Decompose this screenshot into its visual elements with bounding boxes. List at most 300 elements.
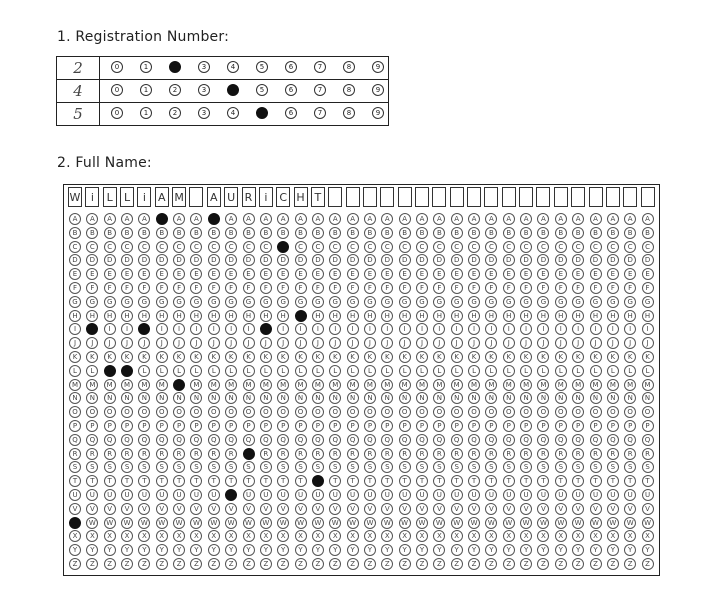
name-bubble-e[interactable]: E bbox=[295, 268, 307, 280]
name-bubble-p[interactable]: P bbox=[156, 420, 168, 432]
name-letter-box[interactable] bbox=[346, 187, 360, 207]
name-bubble-z[interactable]: Z bbox=[86, 558, 98, 570]
name-bubble-u[interactable]: U bbox=[260, 489, 272, 501]
name-bubble-n[interactable]: N bbox=[503, 392, 515, 404]
name-bubble-c[interactable]: C bbox=[624, 241, 636, 253]
name-letter-box[interactable] bbox=[432, 187, 446, 207]
name-bubble-u[interactable]: U bbox=[121, 489, 133, 501]
name-bubble-u[interactable]: U bbox=[190, 489, 202, 501]
name-bubble-z[interactable]: Z bbox=[607, 558, 619, 570]
name-bubble-q[interactable]: Q bbox=[537, 434, 549, 446]
name-bubble-i[interactable]: I bbox=[416, 323, 428, 335]
name-bubble-w[interactable]: W bbox=[624, 517, 636, 529]
name-bubble-p[interactable]: P bbox=[295, 420, 307, 432]
name-bubble-d[interactable]: D bbox=[607, 254, 619, 266]
name-bubble-z[interactable]: Z bbox=[381, 558, 393, 570]
name-bubble-g[interactable]: G bbox=[312, 296, 324, 308]
registration-bubble-0[interactable]: 0 bbox=[111, 84, 123, 96]
name-bubble-p[interactable]: P bbox=[537, 420, 549, 432]
name-bubble-u[interactable]: U bbox=[468, 489, 480, 501]
name-bubble-n[interactable]: N bbox=[208, 392, 220, 404]
name-bubble-l[interactable]: L bbox=[208, 365, 220, 377]
name-bubble-f[interactable]: F bbox=[399, 282, 411, 294]
name-bubble-q[interactable]: Q bbox=[381, 434, 393, 446]
name-letter-box[interactable] bbox=[467, 187, 481, 207]
name-bubble-y[interactable]: Y bbox=[277, 544, 289, 556]
name-bubble-f[interactable]: F bbox=[156, 282, 168, 294]
name-bubble-b[interactable]: B bbox=[347, 227, 359, 239]
registration-bubble-8[interactable]: 8 bbox=[343, 84, 355, 96]
name-bubble-j[interactable]: J bbox=[138, 337, 150, 349]
name-bubble-p[interactable]: P bbox=[624, 420, 636, 432]
name-bubble-z[interactable]: Z bbox=[312, 558, 324, 570]
name-letter-box[interactable] bbox=[189, 187, 203, 207]
name-bubble-i[interactable]: I bbox=[69, 323, 81, 335]
name-bubble-p[interactable]: P bbox=[381, 420, 393, 432]
name-bubble-f[interactable]: F bbox=[607, 282, 619, 294]
name-bubble-w[interactable]: W bbox=[364, 517, 376, 529]
name-bubble-v[interactable]: V bbox=[260, 503, 272, 515]
name-bubble-m[interactable]: M bbox=[277, 379, 289, 391]
name-bubble-n[interactable]: N bbox=[190, 392, 202, 404]
name-bubble-f[interactable]: F bbox=[69, 282, 81, 294]
name-bubble-o[interactable]: O bbox=[295, 406, 307, 418]
name-bubble-k[interactable]: K bbox=[555, 351, 567, 363]
name-bubble-k[interactable]: K bbox=[121, 351, 133, 363]
name-bubble-z[interactable]: Z bbox=[364, 558, 376, 570]
name-bubble-i[interactable]: I bbox=[260, 323, 272, 335]
name-bubble-p[interactable]: P bbox=[312, 420, 324, 432]
name-bubble-s[interactable]: S bbox=[642, 461, 654, 473]
name-bubble-r[interactable]: R bbox=[451, 448, 463, 460]
registration-bubble-9[interactable]: 9 bbox=[372, 61, 384, 73]
name-bubble-m[interactable]: M bbox=[86, 379, 98, 391]
name-bubble-o[interactable]: O bbox=[537, 406, 549, 418]
name-bubble-u[interactable]: U bbox=[451, 489, 463, 501]
name-bubble-d[interactable]: D bbox=[225, 254, 237, 266]
name-bubble-z[interactable]: Z bbox=[173, 558, 185, 570]
name-bubble-h[interactable]: H bbox=[520, 310, 532, 322]
name-bubble-n[interactable]: N bbox=[104, 392, 116, 404]
name-bubble-s[interactable]: S bbox=[173, 461, 185, 473]
name-bubble-x[interactable]: X bbox=[243, 530, 255, 542]
registration-bubble-3[interactable]: 3 bbox=[198, 84, 210, 96]
name-bubble-v[interactable]: V bbox=[555, 503, 567, 515]
name-bubble-x[interactable]: X bbox=[642, 530, 654, 542]
name-bubble-h[interactable]: H bbox=[156, 310, 168, 322]
name-bubble-h[interactable]: H bbox=[399, 310, 411, 322]
name-bubble-x[interactable]: X bbox=[295, 530, 307, 542]
name-bubble-l[interactable]: L bbox=[156, 365, 168, 377]
name-bubble-j[interactable]: J bbox=[156, 337, 168, 349]
name-bubble-n[interactable]: N bbox=[295, 392, 307, 404]
name-bubble-u[interactable]: U bbox=[225, 489, 237, 501]
name-bubble-q[interactable]: Q bbox=[312, 434, 324, 446]
name-bubble-e[interactable]: E bbox=[537, 268, 549, 280]
name-bubble-u[interactable]: U bbox=[485, 489, 497, 501]
name-bubble-r[interactable]: R bbox=[208, 448, 220, 460]
name-bubble-v[interactable]: V bbox=[243, 503, 255, 515]
name-bubble-t[interactable]: T bbox=[624, 475, 636, 487]
name-bubble-u[interactable]: U bbox=[364, 489, 376, 501]
name-bubble-u[interactable]: U bbox=[104, 489, 116, 501]
name-bubble-l[interactable]: L bbox=[555, 365, 567, 377]
name-bubble-y[interactable]: Y bbox=[295, 544, 307, 556]
name-bubble-d[interactable]: D bbox=[347, 254, 359, 266]
name-bubble-m[interactable]: M bbox=[208, 379, 220, 391]
name-bubble-i[interactable]: I bbox=[590, 323, 602, 335]
name-bubble-j[interactable]: J bbox=[399, 337, 411, 349]
name-bubble-f[interactable]: F bbox=[277, 282, 289, 294]
name-letter-box[interactable]: T bbox=[311, 187, 325, 207]
name-bubble-m[interactable]: M bbox=[312, 379, 324, 391]
name-bubble-r[interactable]: R bbox=[503, 448, 515, 460]
name-bubble-w[interactable]: W bbox=[329, 517, 341, 529]
name-bubble-v[interactable]: V bbox=[69, 503, 81, 515]
name-bubble-n[interactable]: N bbox=[555, 392, 567, 404]
name-bubble-n[interactable]: N bbox=[537, 392, 549, 404]
name-bubble-h[interactable]: H bbox=[364, 310, 376, 322]
name-bubble-u[interactable]: U bbox=[86, 489, 98, 501]
name-bubble-i[interactable]: I bbox=[485, 323, 497, 335]
name-bubble-e[interactable]: E bbox=[381, 268, 393, 280]
name-bubble-o[interactable]: O bbox=[624, 406, 636, 418]
name-bubble-y[interactable]: Y bbox=[190, 544, 202, 556]
name-bubble-s[interactable]: S bbox=[364, 461, 376, 473]
name-bubble-c[interactable]: C bbox=[104, 241, 116, 253]
name-bubble-x[interactable]: X bbox=[329, 530, 341, 542]
name-bubble-d[interactable]: D bbox=[642, 254, 654, 266]
name-bubble-e[interactable]: E bbox=[416, 268, 428, 280]
name-bubble-d[interactable]: D bbox=[156, 254, 168, 266]
name-bubble-r[interactable]: R bbox=[173, 448, 185, 460]
name-bubble-s[interactable]: S bbox=[451, 461, 463, 473]
name-bubble-y[interactable]: Y bbox=[347, 544, 359, 556]
name-bubble-t[interactable]: T bbox=[433, 475, 445, 487]
name-bubble-i[interactable]: I bbox=[468, 323, 480, 335]
name-bubble-m[interactable]: M bbox=[104, 379, 116, 391]
name-bubble-v[interactable]: V bbox=[173, 503, 185, 515]
name-bubble-g[interactable]: G bbox=[537, 296, 549, 308]
name-bubble-l[interactable]: L bbox=[572, 365, 584, 377]
name-bubble-y[interactable]: Y bbox=[329, 544, 341, 556]
registration-bubble-0[interactable]: 0 bbox=[111, 107, 123, 119]
name-bubble-i[interactable]: I bbox=[642, 323, 654, 335]
name-bubble-x[interactable]: X bbox=[225, 530, 237, 542]
name-bubble-w[interactable]: W bbox=[642, 517, 654, 529]
name-bubble-z[interactable]: Z bbox=[138, 558, 150, 570]
name-bubble-z[interactable]: Z bbox=[555, 558, 567, 570]
name-bubble-l[interactable]: L bbox=[347, 365, 359, 377]
name-bubble-v[interactable]: V bbox=[537, 503, 549, 515]
name-bubble-i[interactable]: I bbox=[555, 323, 567, 335]
name-bubble-q[interactable]: Q bbox=[173, 434, 185, 446]
name-bubble-o[interactable]: O bbox=[225, 406, 237, 418]
name-bubble-d[interactable]: D bbox=[381, 254, 393, 266]
name-bubble-s[interactable]: S bbox=[277, 461, 289, 473]
name-bubble-d[interactable]: D bbox=[520, 254, 532, 266]
name-bubble-l[interactable]: L bbox=[225, 365, 237, 377]
name-bubble-g[interactable]: G bbox=[329, 296, 341, 308]
name-bubble-b[interactable]: B bbox=[433, 227, 445, 239]
name-bubble-f[interactable]: F bbox=[590, 282, 602, 294]
name-bubble-b[interactable]: B bbox=[156, 227, 168, 239]
name-bubble-u[interactable]: U bbox=[399, 489, 411, 501]
name-bubble-s[interactable]: S bbox=[468, 461, 480, 473]
name-bubble-r[interactable]: R bbox=[364, 448, 376, 460]
name-bubble-u[interactable]: U bbox=[312, 489, 324, 501]
name-bubble-b[interactable]: B bbox=[69, 227, 81, 239]
name-bubble-w[interactable]: W bbox=[607, 517, 619, 529]
name-bubble-g[interactable]: G bbox=[555, 296, 567, 308]
registration-bubble-2[interactable]: 2 bbox=[169, 107, 181, 119]
name-bubble-i[interactable]: I bbox=[347, 323, 359, 335]
name-bubble-y[interactable]: Y bbox=[433, 544, 445, 556]
name-bubble-d[interactable]: D bbox=[416, 254, 428, 266]
registration-bubble-5[interactable]: 5 bbox=[256, 61, 268, 73]
name-bubble-e[interactable]: E bbox=[243, 268, 255, 280]
name-bubble-j[interactable]: J bbox=[642, 337, 654, 349]
name-bubble-a[interactable]: A bbox=[208, 213, 220, 225]
name-bubble-v[interactable]: V bbox=[329, 503, 341, 515]
name-bubble-e[interactable]: E bbox=[485, 268, 497, 280]
name-bubble-n[interactable]: N bbox=[225, 392, 237, 404]
name-bubble-p[interactable]: P bbox=[416, 420, 428, 432]
name-bubble-o[interactable]: O bbox=[329, 406, 341, 418]
name-bubble-i[interactable]: I bbox=[364, 323, 376, 335]
name-bubble-s[interactable]: S bbox=[138, 461, 150, 473]
name-bubble-q[interactable]: Q bbox=[555, 434, 567, 446]
name-bubble-t[interactable]: T bbox=[451, 475, 463, 487]
name-bubble-g[interactable]: G bbox=[138, 296, 150, 308]
name-bubble-v[interactable]: V bbox=[607, 503, 619, 515]
name-bubble-h[interactable]: H bbox=[451, 310, 463, 322]
name-bubble-q[interactable]: Q bbox=[642, 434, 654, 446]
name-bubble-a[interactable]: A bbox=[364, 213, 376, 225]
name-bubble-l[interactable]: L bbox=[607, 365, 619, 377]
name-bubble-g[interactable]: G bbox=[208, 296, 220, 308]
name-bubble-q[interactable]: Q bbox=[364, 434, 376, 446]
name-bubble-a[interactable]: A bbox=[86, 213, 98, 225]
name-bubble-q[interactable]: Q bbox=[347, 434, 359, 446]
name-bubble-f[interactable]: F bbox=[312, 282, 324, 294]
name-bubble-c[interactable]: C bbox=[173, 241, 185, 253]
name-bubble-g[interactable]: G bbox=[277, 296, 289, 308]
name-bubble-w[interactable]: W bbox=[312, 517, 324, 529]
name-bubble-u[interactable]: U bbox=[572, 489, 584, 501]
name-bubble-d[interactable]: D bbox=[364, 254, 376, 266]
name-bubble-h[interactable]: H bbox=[485, 310, 497, 322]
name-bubble-g[interactable]: G bbox=[381, 296, 393, 308]
name-bubble-d[interactable]: D bbox=[295, 254, 307, 266]
name-letter-box[interactable] bbox=[502, 187, 516, 207]
name-bubble-j[interactable]: J bbox=[364, 337, 376, 349]
name-bubble-w[interactable]: W bbox=[520, 517, 532, 529]
name-bubble-j[interactable]: J bbox=[503, 337, 515, 349]
name-bubble-v[interactable]: V bbox=[295, 503, 307, 515]
name-bubble-y[interactable]: Y bbox=[416, 544, 428, 556]
name-bubble-b[interactable]: B bbox=[607, 227, 619, 239]
name-bubble-i[interactable]: I bbox=[121, 323, 133, 335]
name-bubble-e[interactable]: E bbox=[451, 268, 463, 280]
name-bubble-y[interactable]: Y bbox=[364, 544, 376, 556]
name-bubble-r[interactable]: R bbox=[329, 448, 341, 460]
name-bubble-s[interactable]: S bbox=[225, 461, 237, 473]
name-bubble-n[interactable]: N bbox=[156, 392, 168, 404]
name-bubble-v[interactable]: V bbox=[590, 503, 602, 515]
name-bubble-t[interactable]: T bbox=[104, 475, 116, 487]
name-bubble-l[interactable]: L bbox=[329, 365, 341, 377]
name-bubble-g[interactable]: G bbox=[86, 296, 98, 308]
name-bubble-j[interactable]: J bbox=[104, 337, 116, 349]
name-bubble-u[interactable]: U bbox=[607, 489, 619, 501]
name-bubble-b[interactable]: B bbox=[399, 227, 411, 239]
name-bubble-c[interactable]: C bbox=[520, 241, 532, 253]
name-bubble-t[interactable]: T bbox=[347, 475, 359, 487]
name-bubble-l[interactable]: L bbox=[173, 365, 185, 377]
name-bubble-n[interactable]: N bbox=[416, 392, 428, 404]
name-bubble-r[interactable]: R bbox=[537, 448, 549, 460]
name-bubble-r[interactable]: R bbox=[624, 448, 636, 460]
name-bubble-y[interactable]: Y bbox=[104, 544, 116, 556]
name-bubble-l[interactable]: L bbox=[468, 365, 480, 377]
name-bubble-w[interactable]: W bbox=[590, 517, 602, 529]
name-bubble-j[interactable]: J bbox=[260, 337, 272, 349]
name-bubble-p[interactable]: P bbox=[451, 420, 463, 432]
name-bubble-b[interactable]: B bbox=[190, 227, 202, 239]
name-bubble-p[interactable]: P bbox=[364, 420, 376, 432]
name-bubble-k[interactable]: K bbox=[451, 351, 463, 363]
name-bubble-x[interactable]: X bbox=[607, 530, 619, 542]
name-bubble-c[interactable]: C bbox=[208, 241, 220, 253]
name-bubble-s[interactable]: S bbox=[503, 461, 515, 473]
name-bubble-t[interactable]: T bbox=[572, 475, 584, 487]
name-bubble-t[interactable]: T bbox=[555, 475, 567, 487]
name-bubble-p[interactable]: P bbox=[485, 420, 497, 432]
name-bubble-s[interactable]: S bbox=[520, 461, 532, 473]
name-bubble-l[interactable]: L bbox=[243, 365, 255, 377]
name-letter-box[interactable] bbox=[415, 187, 429, 207]
name-bubble-c[interactable]: C bbox=[590, 241, 602, 253]
name-bubble-e[interactable]: E bbox=[225, 268, 237, 280]
name-bubble-z[interactable]: Z bbox=[503, 558, 515, 570]
name-bubble-g[interactable]: G bbox=[69, 296, 81, 308]
name-bubble-g[interactable]: G bbox=[243, 296, 255, 308]
name-bubble-f[interactable]: F bbox=[503, 282, 515, 294]
name-bubble-r[interactable]: R bbox=[277, 448, 289, 460]
name-bubble-d[interactable]: D bbox=[555, 254, 567, 266]
name-bubble-k[interactable]: K bbox=[208, 351, 220, 363]
name-bubble-n[interactable]: N bbox=[381, 392, 393, 404]
name-letter-box[interactable]: i bbox=[85, 187, 99, 207]
name-bubble-x[interactable]: X bbox=[208, 530, 220, 542]
name-bubble-u[interactable]: U bbox=[138, 489, 150, 501]
name-bubble-j[interactable]: J bbox=[295, 337, 307, 349]
name-bubble-r[interactable]: R bbox=[312, 448, 324, 460]
name-bubble-o[interactable]: O bbox=[104, 406, 116, 418]
name-bubble-p[interactable]: P bbox=[138, 420, 150, 432]
name-bubble-b[interactable]: B bbox=[173, 227, 185, 239]
name-bubble-s[interactable]: S bbox=[243, 461, 255, 473]
name-bubble-h[interactable]: H bbox=[468, 310, 480, 322]
name-bubble-n[interactable]: N bbox=[121, 392, 133, 404]
name-bubble-s[interactable]: S bbox=[190, 461, 202, 473]
name-bubble-g[interactable]: G bbox=[173, 296, 185, 308]
name-bubble-u[interactable]: U bbox=[156, 489, 168, 501]
name-bubble-k[interactable]: K bbox=[225, 351, 237, 363]
name-bubble-r[interactable]: R bbox=[156, 448, 168, 460]
name-bubble-b[interactable]: B bbox=[104, 227, 116, 239]
name-bubble-c[interactable]: C bbox=[503, 241, 515, 253]
name-bubble-s[interactable]: S bbox=[86, 461, 98, 473]
name-bubble-c[interactable]: C bbox=[451, 241, 463, 253]
name-bubble-e[interactable]: E bbox=[520, 268, 532, 280]
name-bubble-i[interactable]: I bbox=[104, 323, 116, 335]
name-bubble-g[interactable]: G bbox=[520, 296, 532, 308]
name-bubble-v[interactable]: V bbox=[572, 503, 584, 515]
name-bubble-e[interactable]: E bbox=[121, 268, 133, 280]
name-bubble-v[interactable]: V bbox=[520, 503, 532, 515]
name-bubble-i[interactable]: I bbox=[607, 323, 619, 335]
name-bubble-t[interactable]: T bbox=[468, 475, 480, 487]
name-bubble-e[interactable]: E bbox=[86, 268, 98, 280]
name-bubble-r[interactable]: R bbox=[520, 448, 532, 460]
name-bubble-b[interactable]: B bbox=[537, 227, 549, 239]
name-bubble-k[interactable]: K bbox=[156, 351, 168, 363]
name-bubble-j[interactable]: J bbox=[347, 337, 359, 349]
name-bubble-z[interactable]: Z bbox=[590, 558, 602, 570]
name-bubble-a[interactable]: A bbox=[156, 213, 168, 225]
name-bubble-h[interactable]: H bbox=[416, 310, 428, 322]
name-bubble-n[interactable]: N bbox=[69, 392, 81, 404]
name-bubble-b[interactable]: B bbox=[277, 227, 289, 239]
name-bubble-h[interactable]: H bbox=[104, 310, 116, 322]
name-bubble-a[interactable]: A bbox=[485, 213, 497, 225]
registration-bubble-9[interactable]: 9 bbox=[372, 84, 384, 96]
name-bubble-r[interactable]: R bbox=[555, 448, 567, 460]
name-bubble-o[interactable]: O bbox=[121, 406, 133, 418]
name-bubble-t[interactable]: T bbox=[173, 475, 185, 487]
name-bubble-m[interactable]: M bbox=[451, 379, 463, 391]
name-bubble-x[interactable]: X bbox=[260, 530, 272, 542]
name-bubble-h[interactable]: H bbox=[503, 310, 515, 322]
name-letter-box[interactable]: L bbox=[103, 187, 117, 207]
name-bubble-q[interactable]: Q bbox=[295, 434, 307, 446]
name-bubble-s[interactable]: S bbox=[555, 461, 567, 473]
name-bubble-r[interactable]: R bbox=[121, 448, 133, 460]
name-bubble-s[interactable]: S bbox=[312, 461, 324, 473]
name-bubble-m[interactable]: M bbox=[121, 379, 133, 391]
name-bubble-l[interactable]: L bbox=[451, 365, 463, 377]
name-bubble-y[interactable]: Y bbox=[572, 544, 584, 556]
name-bubble-r[interactable]: R bbox=[572, 448, 584, 460]
name-bubble-f[interactable]: F bbox=[329, 282, 341, 294]
name-letter-box[interactable] bbox=[554, 187, 568, 207]
name-bubble-b[interactable]: B bbox=[590, 227, 602, 239]
name-bubble-x[interactable]: X bbox=[520, 530, 532, 542]
name-bubble-n[interactable]: N bbox=[624, 392, 636, 404]
name-bubble-o[interactable]: O bbox=[277, 406, 289, 418]
name-bubble-j[interactable]: J bbox=[173, 337, 185, 349]
name-bubble-u[interactable]: U bbox=[243, 489, 255, 501]
registration-bubble-4[interactable]: 4 bbox=[227, 84, 239, 96]
name-bubble-r[interactable]: R bbox=[190, 448, 202, 460]
name-bubble-a[interactable]: A bbox=[104, 213, 116, 225]
name-bubble-q[interactable]: Q bbox=[121, 434, 133, 446]
name-bubble-d[interactable]: D bbox=[399, 254, 411, 266]
name-bubble-b[interactable]: B bbox=[485, 227, 497, 239]
name-bubble-a[interactable]: A bbox=[572, 213, 584, 225]
